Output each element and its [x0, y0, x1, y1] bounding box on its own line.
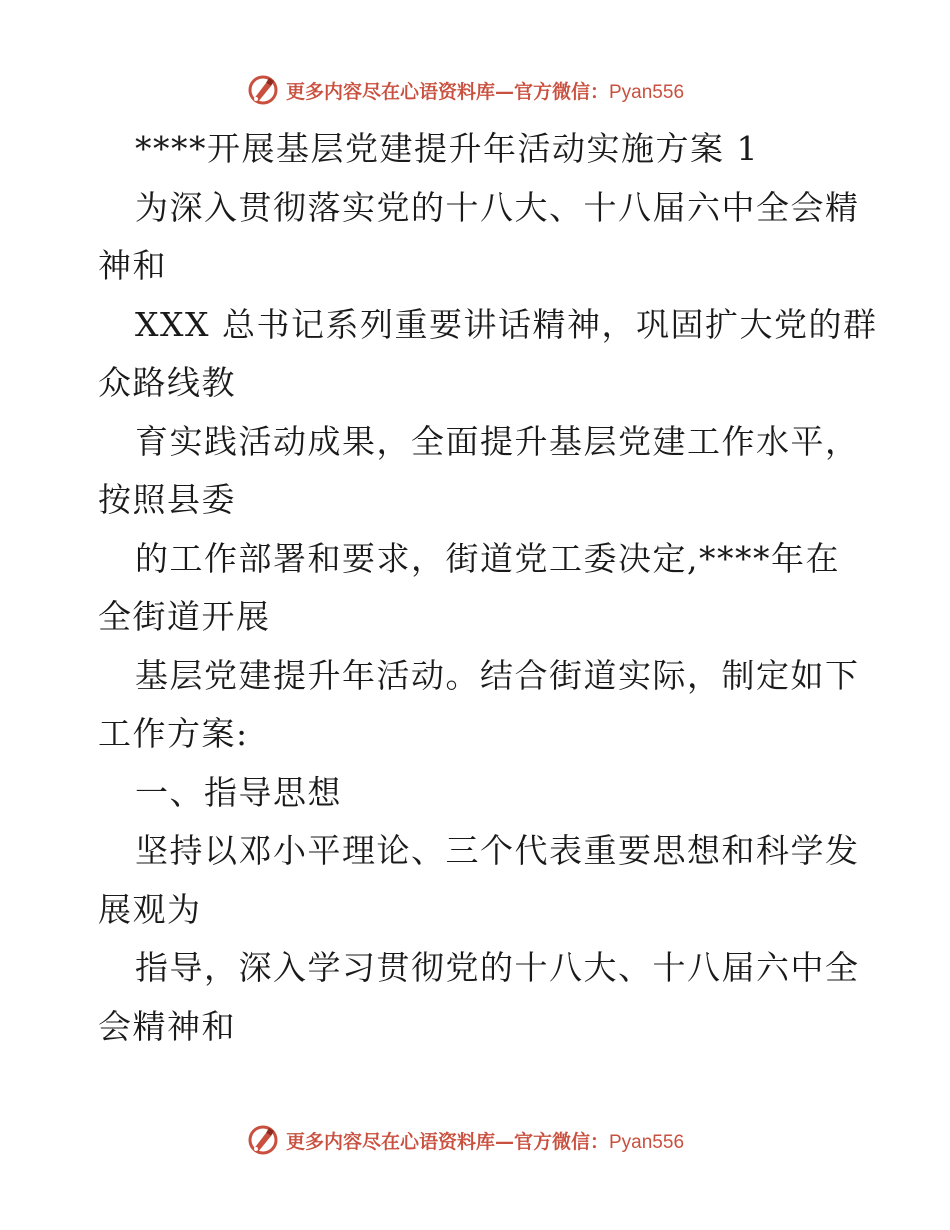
- document-line: 全街道开展: [98, 597, 271, 636]
- watermark-inner: [246, 1123, 684, 1157]
- document-line: 一、指导思想: [135, 772, 342, 812]
- document-line: 众路线教: [98, 363, 236, 402]
- document-line: XXX 总书记系列重要讲话精神，巩固扩大党的群: [135, 304, 878, 344]
- watermark-text: 更多内容尽在心语资料库—官方微信：Pyan556: [285, 80, 685, 103]
- document-line: 为深入贯彻落实党的十八大、十八届六中全会精: [135, 187, 860, 227]
- document-line: ****开展基层党建提升年活动实施方案 1: [135, 129, 759, 168]
- document-line: 神和: [98, 246, 167, 285]
- document-line: 按照县委: [98, 480, 236, 519]
- watermark-banner-top: [0, 70, 950, 110]
- document-line: 的工作部署和要求，街道党工委决定,****年在: [135, 538, 840, 578]
- watermark-banner-bottom: [0, 1120, 950, 1160]
- document-line: 坚持以邓小平理论、三个代表重要思想和科学发: [135, 831, 860, 870]
- watermark-text: 更多内容尽在心语资料库—官方微信：Pyan556: [285, 1130, 685, 1153]
- pen-circle-logo-icon: [246, 73, 280, 107]
- document-line: 展观为: [98, 889, 202, 929]
- document-line: 育实践活动成果，全面提升基层党建工作水平，: [135, 421, 860, 461]
- pen-circle-logo-icon: [246, 1123, 280, 1157]
- document-body: [98, 120, 878, 1056]
- watermark-inner: [246, 73, 684, 107]
- document-line: 工作方案:: [98, 714, 249, 753]
- document-line: 会精神和: [98, 1006, 236, 1046]
- document-line: 指导，深入学习贯彻党的十八大、十八届六中全: [135, 948, 860, 987]
- document-line: 基层党建提升年活动。结合街道实际，制定如下: [135, 655, 860, 695]
